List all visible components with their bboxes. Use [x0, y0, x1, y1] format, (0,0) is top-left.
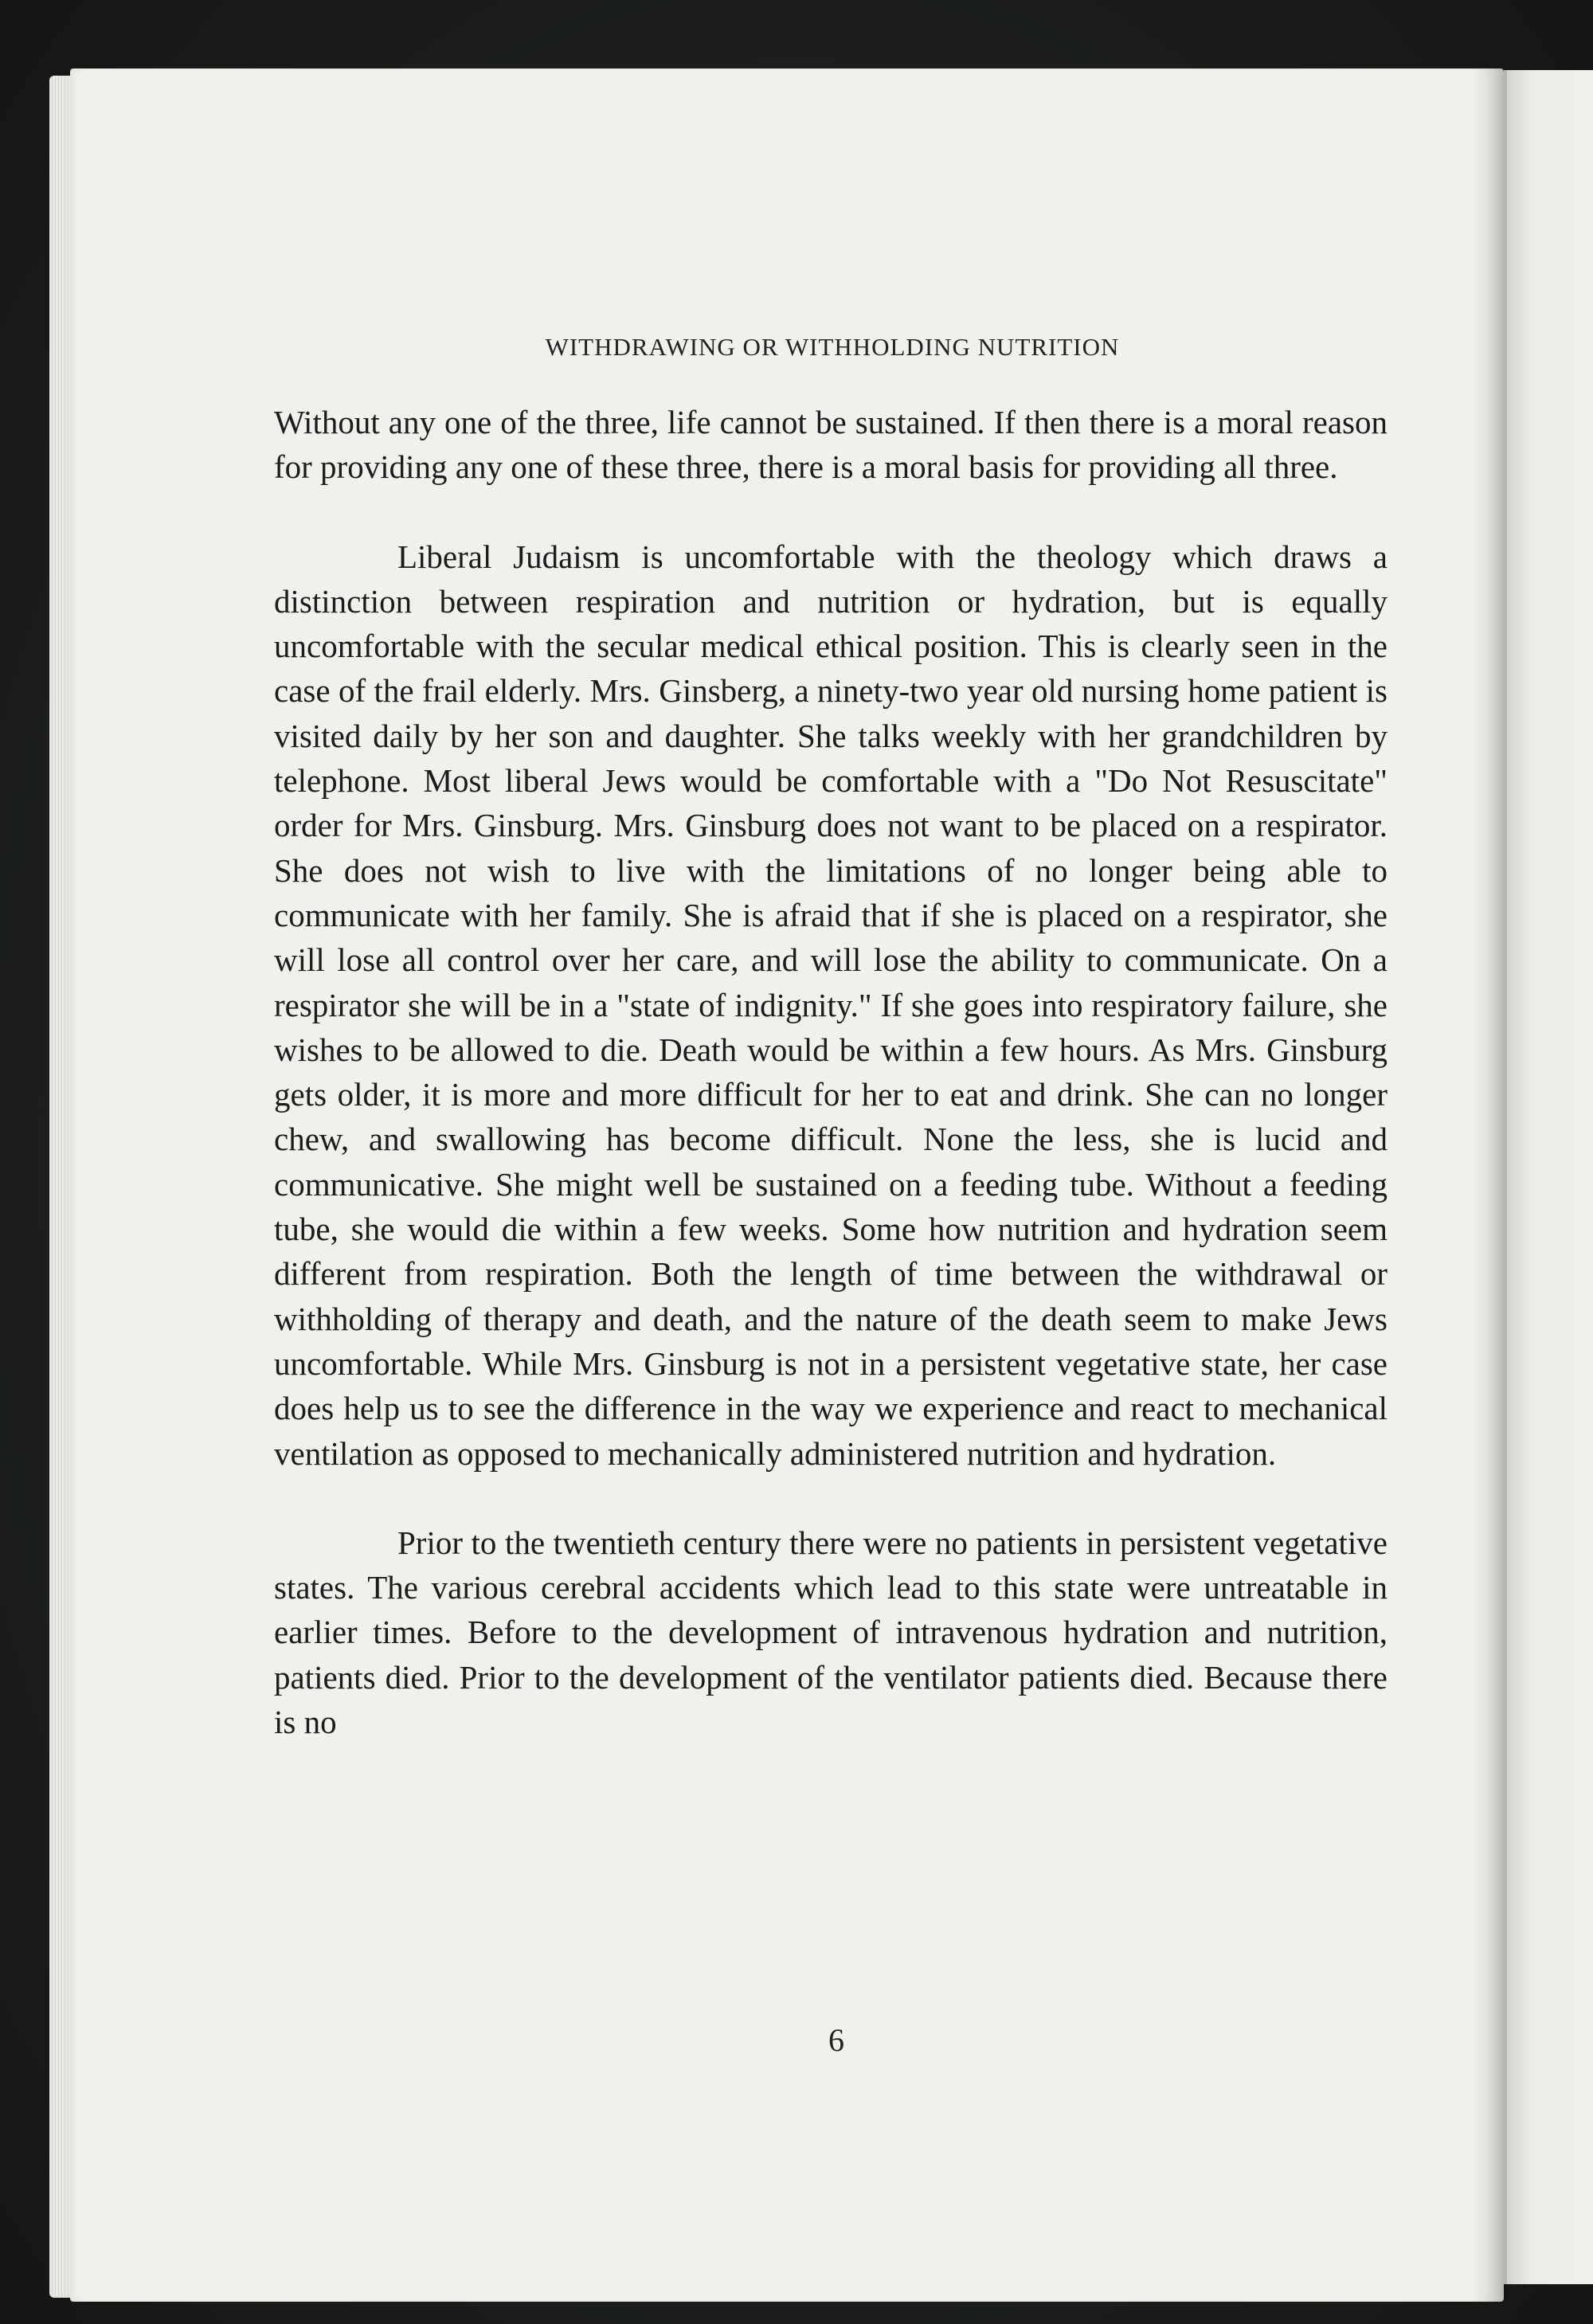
page-number: 6 [828, 2022, 844, 2058]
paragraph-3: Prior to the twentieth century there were no patients in persistent vegetative states. The various cerebral accidents which lead to this state were untreatable in earlier times. Before to the development of intravenous hydration and nutrition, patients died. Prior to the development of the ventilator patients died. Because there is no [274, 1524, 1388, 1741]
running-head: WITHDRAWING OR WITHHOLDING NUTRITION [545, 333, 1120, 361]
paragraph-2: Liberal Judaism is uncomfortable with the theology which draws a distinction between respiration and nutrition or hydration, but is equally uncomfortable with the secular medical ethical position. This is clearly seen in the case of the frail elderly. Mrs. Ginsberg, a ninety-two year old nursing home patient is visited daily by her son and daughter. She talks weekly with her grandchildren by telephone. Most liberal Jews would be comfortable with a "Do Not Resuscitate" order for Mrs. Ginsburg. Mrs. Ginsburg does not want to be placed on a respirator. She does not wish to live with the limitations of no longer being able to communicate with her family. She is afraid that if she is placed on a respirator, she will lose all control over her care, and will lose the ability to communicate. On a respirator she will be in a "state of indignity." If she goes into respiratory failure, she wishes to be allowed to die. Death would be within a few hours. As Mrs. Ginsburg gets older, it is more and more difficult for her to eat and drink. She can no longer chew, and swallowing has become difficult. None the less, she is lucid and communicative. She might well be sustained on a feeding tube. Without a feeding tube, she would die within a few weeks. Some how nutrition and hydration seem different from respiration. Both the length of time between the withdrawal or withholding of therapy and death, and the nature of the death seem to make Jews uncomfortable. While Mrs. Ginsburg is not in a persistent vegetative state, her case does help us to see the difference in the way we experience and react to mechanical ventilation as opposed to mechanically administered nutrition and hydration. [274, 538, 1388, 1472]
paragraph-1: Without any one of the three, life cannot be sustained. If then there is a moral reason for providing any one of these three, there is a moral basis for providing all three. [274, 404, 1388, 486]
gutter-shadow [1472, 68, 1507, 2302]
body-text [274, 400, 1388, 1744]
facing-page-edge [1504, 70, 1593, 2284]
